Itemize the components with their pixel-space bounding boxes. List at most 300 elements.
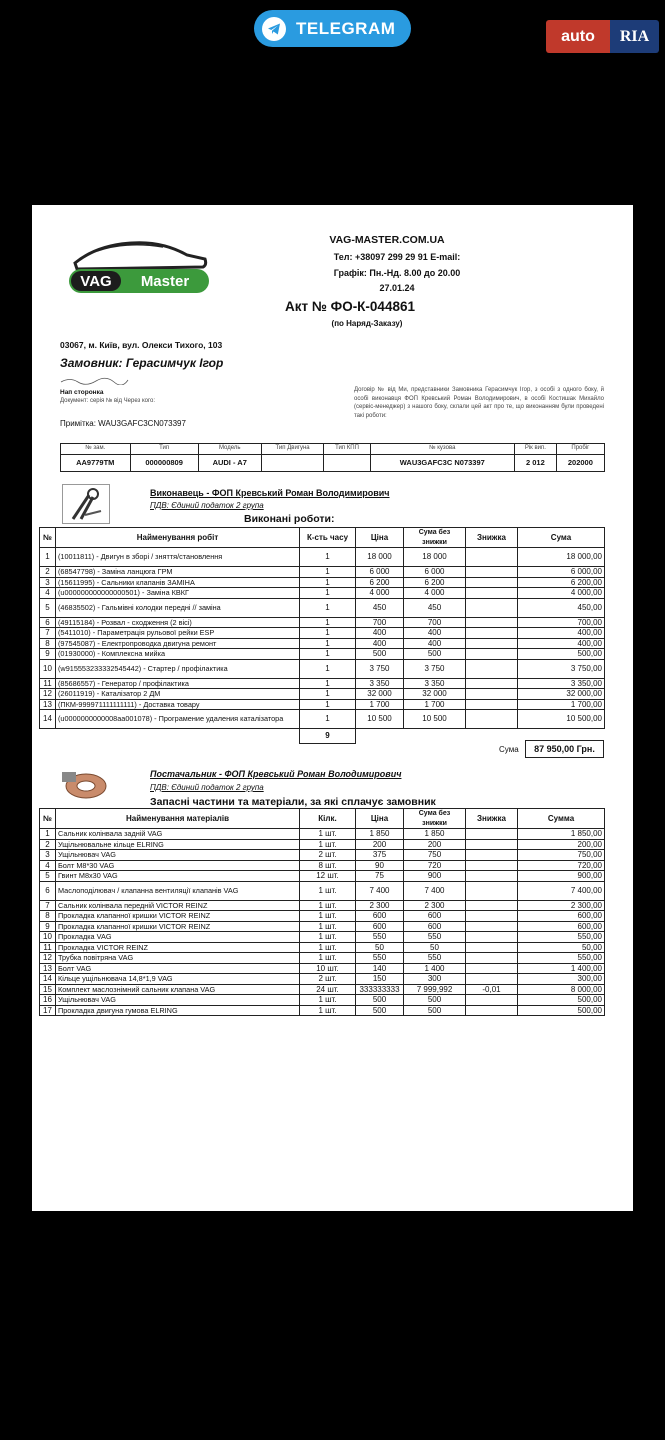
works-cell: 700 bbox=[356, 617, 404, 628]
parts-column-header: Сумма bbox=[518, 809, 605, 829]
parts-cell: 7 999,992 bbox=[404, 984, 466, 995]
parts-cell: 1 шт. bbox=[300, 942, 356, 953]
works-row bbox=[40, 617, 605, 628]
parts-cell: 550 bbox=[356, 932, 404, 943]
works-row bbox=[40, 710, 605, 729]
parts-row bbox=[40, 932, 605, 943]
parts-row bbox=[40, 995, 605, 1006]
works-cell: (46835502) - Гальмівні колодки передні // заміна bbox=[56, 598, 300, 617]
contact-phone: Тел: +38097 299 29 91 E-mail: bbox=[333, 252, 461, 262]
parts-cell: 720 bbox=[404, 860, 466, 871]
parts-row bbox=[40, 911, 605, 922]
parts-cell: 7 400,00 bbox=[518, 881, 605, 900]
parts-cell: 50,00 bbox=[518, 942, 605, 953]
parts-column-header: Найменування матеріалів bbox=[56, 809, 300, 829]
works-cell: 500 bbox=[404, 649, 466, 660]
parts-cell: 1 bbox=[40, 829, 56, 840]
parts-cell: Ущільнювач VAG bbox=[56, 995, 300, 1006]
works-cell: 3 750 bbox=[404, 659, 466, 678]
works-cell: 1 bbox=[300, 710, 356, 729]
works-cell bbox=[466, 699, 518, 710]
vehicle-header-cell: Пробіг bbox=[556, 444, 604, 455]
works-cell: 18 000,00 bbox=[518, 548, 605, 567]
works-total-cell: 9 bbox=[300, 729, 356, 744]
works-cell bbox=[466, 548, 518, 567]
parts-cell bbox=[466, 900, 518, 911]
parts-cell: 1 шт. bbox=[300, 839, 356, 850]
executor-label: Виконавець - ФОП Кревський Роман Володимирович bbox=[150, 488, 390, 498]
parts-cell: 140 bbox=[356, 963, 404, 974]
parts-cell: Гвинт M8x30 VAG bbox=[56, 871, 300, 882]
works-cell: (01930000) - Комплексна мийка bbox=[56, 649, 300, 660]
works-cell: 400 bbox=[404, 628, 466, 639]
parts-cell: 750,00 bbox=[518, 850, 605, 861]
works-cell: 400 bbox=[404, 638, 466, 649]
parts-cell: 14 bbox=[40, 974, 56, 985]
works-cell bbox=[466, 567, 518, 578]
works-cell: 3 bbox=[40, 577, 56, 588]
parts-cell: 300 bbox=[404, 974, 466, 985]
parts-cell: 720,00 bbox=[518, 860, 605, 871]
parts-cell: 10 bbox=[40, 932, 56, 943]
works-cell: 400 bbox=[356, 638, 404, 649]
act-number: Акт № ФО-К-044861 bbox=[285, 299, 415, 314]
works-row bbox=[40, 548, 605, 567]
parts-cell: 7 bbox=[40, 900, 56, 911]
parts-cell: 500,00 bbox=[518, 1005, 605, 1016]
parts-cell bbox=[466, 1005, 518, 1016]
parts-cell: Болт VAG bbox=[56, 963, 300, 974]
vehicle-header-cell: Рік вип. bbox=[514, 444, 556, 455]
customer-signature bbox=[60, 372, 130, 381]
site-url: VAG-MASTER.COM.UA bbox=[329, 234, 445, 246]
supplier-label: Постачальник - ФОП Кревський Роман Володимирович bbox=[150, 769, 402, 779]
parts-cell: 550,00 bbox=[518, 953, 605, 964]
works-cell: 1 bbox=[300, 689, 356, 700]
parts-cell: 600,00 bbox=[518, 921, 605, 932]
parts-cell: 10 шт. bbox=[300, 963, 356, 974]
works-column-header: Сума без знижки bbox=[404, 528, 466, 548]
parts-cell: 500,00 bbox=[518, 995, 605, 1006]
works-cell: 1 700 bbox=[356, 699, 404, 710]
parts-cell: 50 bbox=[356, 942, 404, 953]
parts-cell bbox=[466, 921, 518, 932]
works-cell: 6 200 bbox=[404, 577, 466, 588]
works-row bbox=[40, 567, 605, 578]
parts-cell: 9 bbox=[40, 921, 56, 932]
works-row bbox=[40, 689, 605, 700]
parts-cell bbox=[466, 974, 518, 985]
parts-cell: 600 bbox=[404, 921, 466, 932]
parts-cell: Ущільнювальне кільце ELRING bbox=[56, 839, 300, 850]
works-cell: 450 bbox=[356, 598, 404, 617]
works-column-header: Ціна bbox=[356, 528, 404, 548]
works-row bbox=[40, 588, 605, 599]
works-cell bbox=[466, 678, 518, 689]
works-cell bbox=[466, 588, 518, 599]
works-cell: (85686557) - Генератор / профілактика bbox=[56, 678, 300, 689]
works-column-header: К-сть часу bbox=[300, 528, 356, 548]
parts-cell: 1 шт. bbox=[300, 911, 356, 922]
works-cell: 10 500 bbox=[404, 710, 466, 729]
works-cell: 14 bbox=[40, 710, 56, 729]
works-row bbox=[40, 659, 605, 678]
vehicle-value-cell: 2 012 bbox=[514, 454, 556, 471]
works-cell: 4 000,00 bbox=[518, 588, 605, 599]
works-cell: (5411010) - Параметрація рульової рейки ESP bbox=[56, 628, 300, 639]
parts-row bbox=[40, 984, 605, 995]
parts-cell: -0,01 bbox=[466, 984, 518, 995]
works-cell: 1 bbox=[300, 638, 356, 649]
works-cell: 18 000 bbox=[356, 548, 404, 567]
vat-label-works: ПДВ: Єдиний податок 2 група bbox=[150, 501, 264, 510]
works-cell bbox=[466, 638, 518, 649]
works-cell bbox=[466, 628, 518, 639]
works-cell: 4 000 bbox=[404, 588, 466, 599]
parts-row bbox=[40, 881, 605, 900]
parts-row bbox=[40, 974, 605, 985]
vehicle-header-cell: № зам. bbox=[61, 444, 131, 455]
parts-cell: 12 bbox=[40, 953, 56, 964]
parts-cell: 50 bbox=[404, 942, 466, 953]
parts-cell: 1 400,00 bbox=[518, 963, 605, 974]
works-cell: 5 bbox=[40, 598, 56, 617]
parts-cell: 90 bbox=[356, 860, 404, 871]
parts-cell: 13 bbox=[40, 963, 56, 974]
works-cell: 1 700 bbox=[404, 699, 466, 710]
works-cell: 500,00 bbox=[518, 649, 605, 660]
document-date: 27.01.24 bbox=[379, 283, 415, 293]
vehicle-value-cell: 000000809 bbox=[130, 454, 198, 471]
parts-cell: 600,00 bbox=[518, 911, 605, 922]
vehicle-header-cell: Модель bbox=[198, 444, 261, 455]
works-cell: 700,00 bbox=[518, 617, 605, 628]
parts-row bbox=[40, 850, 605, 861]
works-cell: 1 bbox=[300, 649, 356, 660]
parts-cell: 75 bbox=[356, 871, 404, 882]
works-cell: 6 200,00 bbox=[518, 577, 605, 588]
vehicle-value-cell: 202000 bbox=[556, 454, 604, 471]
works-cell: 3 350,00 bbox=[518, 678, 605, 689]
works-cell: 6 000,00 bbox=[518, 567, 605, 578]
parts-cell: 550 bbox=[404, 932, 466, 943]
parts-cell: 5 bbox=[40, 871, 56, 882]
works-cell: 400,00 bbox=[518, 628, 605, 639]
parts-cell: 8 000,00 bbox=[518, 984, 605, 995]
parts-cell: 7 400 bbox=[356, 881, 404, 900]
works-cell: 450 bbox=[404, 598, 466, 617]
vehicle-header-cell: № кузова bbox=[370, 444, 514, 455]
parts-icon bbox=[56, 766, 112, 806]
document-page bbox=[32, 205, 633, 1211]
parts-cell bbox=[466, 839, 518, 850]
party-label: Нап сторонка bbox=[60, 389, 104, 396]
work-hours: Графік: Пн.-Нд. 8.00 до 20.00 bbox=[333, 268, 461, 278]
parts-column-header: № bbox=[40, 809, 56, 829]
works-total-cell bbox=[404, 729, 466, 744]
parts-cell: 1 шт. bbox=[300, 921, 356, 932]
parts-cell: 550 bbox=[356, 953, 404, 964]
works-cell: 32 000,00 bbox=[518, 689, 605, 700]
works-cell: (15611995) - Сальники клапанів ЗАМІНА bbox=[56, 577, 300, 588]
logo-vag-text: VAG bbox=[80, 273, 112, 290]
service-address: 03067, м. Київ, вул. Олекси Тихого, 103 bbox=[60, 340, 223, 350]
works-cell bbox=[466, 659, 518, 678]
parts-cell bbox=[466, 829, 518, 840]
parts-row bbox=[40, 871, 605, 882]
parts-cell: 1 850,00 bbox=[518, 829, 605, 840]
works-row bbox=[40, 577, 605, 588]
logo-master-text: Master bbox=[140, 273, 190, 290]
parts-cell: 600 bbox=[404, 911, 466, 922]
works-cell: 6 000 bbox=[404, 567, 466, 578]
works-cell: (68547798) - Заміна ланцюга ГРМ bbox=[56, 567, 300, 578]
vehicle-table bbox=[60, 443, 605, 472]
document-line: Документ: серія № від Через кого: bbox=[60, 398, 156, 404]
works-cell: (u000000000000000501) - Заміна КВКГ bbox=[56, 588, 300, 599]
parts-cell: Кільце ущільнювача 14,8*1,9 VAG bbox=[56, 974, 300, 985]
works-row bbox=[40, 649, 605, 660]
sum-total: 87 950,00 Грн. bbox=[525, 740, 604, 758]
telegram-button[interactable] bbox=[254, 10, 411, 47]
works-cell bbox=[466, 710, 518, 729]
parts-column-header: Ціна bbox=[356, 809, 404, 829]
parts-column-header: Сума без знижки bbox=[404, 809, 466, 829]
parts-cell bbox=[466, 963, 518, 974]
vat-label-parts: ПДВ: Єдиний податок 2 група bbox=[150, 783, 264, 792]
works-cell bbox=[466, 617, 518, 628]
parts-cell: 550 bbox=[404, 953, 466, 964]
parts-cell bbox=[466, 881, 518, 900]
works-cell: 18 000 bbox=[404, 548, 466, 567]
parts-cell: 550,00 bbox=[518, 932, 605, 943]
works-table bbox=[39, 527, 605, 744]
parts-cell: 1 400 bbox=[404, 963, 466, 974]
vehicle-header-cell: Тип Двигуна bbox=[261, 444, 324, 455]
vag-master-logo bbox=[67, 233, 212, 295]
works-cell: (97545087) - Електропроводка двигуна ремонт bbox=[56, 638, 300, 649]
vehicle-header-cell: Тип bbox=[130, 444, 198, 455]
parts-cell: 1 шт. bbox=[300, 900, 356, 911]
parts-cell: 24 шт. bbox=[300, 984, 356, 995]
works-cell: 13 bbox=[40, 699, 56, 710]
parts-cell: 17 bbox=[40, 1005, 56, 1016]
parts-cell: 1 850 bbox=[356, 829, 404, 840]
works-cell: 1 bbox=[300, 577, 356, 588]
parts-cell: 1 шт. bbox=[300, 1005, 356, 1016]
parts-cell: 600 bbox=[356, 921, 404, 932]
vehicle-value-cell bbox=[261, 454, 324, 471]
works-cell: 1 bbox=[40, 548, 56, 567]
works-row bbox=[40, 628, 605, 639]
works-header-row bbox=[40, 528, 605, 548]
works-cell: (w915553233332545442) - Стартер / профілактика bbox=[56, 659, 300, 678]
works-cell: 1 bbox=[300, 588, 356, 599]
tools-icon bbox=[62, 484, 110, 524]
parts-cell: 333333333 bbox=[356, 984, 404, 995]
parts-cell: Сальник колінвала задній VAG bbox=[56, 829, 300, 840]
parts-cell: 1 шт. bbox=[300, 953, 356, 964]
parts-cell: 8 bbox=[40, 911, 56, 922]
parts-cell: 6 bbox=[40, 881, 56, 900]
works-total-row bbox=[40, 729, 605, 744]
works-cell: 450,00 bbox=[518, 598, 605, 617]
parts-cell: Болт M8*30 VAG bbox=[56, 860, 300, 871]
works-cell: (u0000000000008aa001078) - Програмение удаления каталізатора bbox=[56, 710, 300, 729]
parts-cell: Трубка повітряна VAG bbox=[56, 953, 300, 964]
parts-cell: 4 bbox=[40, 860, 56, 871]
parts-row bbox=[40, 1005, 605, 1016]
parts-cell: 2 300,00 bbox=[518, 900, 605, 911]
works-cell: 1 bbox=[300, 678, 356, 689]
parts-cell: Ущільнювач VAG bbox=[56, 850, 300, 861]
telegram-icon bbox=[262, 17, 286, 41]
parts-cell bbox=[466, 953, 518, 964]
parts-column-header: Знижка bbox=[466, 809, 518, 829]
parts-cell: 15 bbox=[40, 984, 56, 995]
autoria-logo[interactable] bbox=[546, 20, 659, 53]
works-cell: 1 bbox=[300, 659, 356, 678]
parts-cell: 200 bbox=[356, 839, 404, 850]
parts-row bbox=[40, 942, 605, 953]
parts-cell: 500 bbox=[356, 995, 404, 1006]
parts-header-row bbox=[40, 809, 605, 829]
parts-row bbox=[40, 860, 605, 871]
works-row bbox=[40, 638, 605, 649]
parts-cell: Прокладка клапанної кришки VICTOR REINZ bbox=[56, 921, 300, 932]
works-cell: (26011919) - Каталізатор 2 ДМ bbox=[56, 689, 300, 700]
works-cell bbox=[466, 689, 518, 700]
works-title: Виконані роботи: bbox=[244, 513, 335, 525]
works-cell: 4 000 bbox=[356, 588, 404, 599]
parts-row bbox=[40, 963, 605, 974]
parts-cell: 150 bbox=[356, 974, 404, 985]
works-cell: (ПКМ-999971111111111) - Доставка товару bbox=[56, 699, 300, 710]
vehicle-value-cell: AUDI - A7 bbox=[198, 454, 261, 471]
parts-cell: Маслоподілювач / клапанна вентиляції клапанів VAG bbox=[56, 881, 300, 900]
parts-cell bbox=[466, 932, 518, 943]
parts-cell: 1 шт. bbox=[300, 995, 356, 1006]
works-cell: 8 bbox=[40, 638, 56, 649]
works-cell: 6 200 bbox=[356, 577, 404, 588]
works-cell: 1 bbox=[300, 628, 356, 639]
works-cell: 400,00 bbox=[518, 638, 605, 649]
parts-cell: 16 bbox=[40, 995, 56, 1006]
works-row bbox=[40, 598, 605, 617]
works-cell: 1 bbox=[300, 699, 356, 710]
vehicle-header-cell: Тип КПП bbox=[324, 444, 370, 455]
parts-cell: 200,00 bbox=[518, 839, 605, 850]
parts-row bbox=[40, 900, 605, 911]
works-total-cell bbox=[56, 729, 300, 744]
vehicle-value-cell: WAU3GAFC3C N073397 bbox=[370, 454, 514, 471]
parts-cell: Комплект маслознімний сальник клапана VAG bbox=[56, 984, 300, 995]
works-column-header: № bbox=[40, 528, 56, 548]
vehicle-value-row bbox=[61, 454, 605, 471]
works-cell: 10 bbox=[40, 659, 56, 678]
works-cell: (49115184) - Розвал - сходження (2 вісі) bbox=[56, 617, 300, 628]
parts-cell bbox=[466, 860, 518, 871]
works-cell: 11 bbox=[40, 678, 56, 689]
autoria-auto-text: auto bbox=[546, 20, 610, 53]
works-cell bbox=[466, 598, 518, 617]
autoria-ria-text: RIA bbox=[610, 20, 659, 53]
parts-cell: 500 bbox=[356, 1005, 404, 1016]
parts-cell: 2 bbox=[40, 839, 56, 850]
parts-row bbox=[40, 829, 605, 840]
parts-table bbox=[39, 808, 605, 1016]
parts-cell: 11 bbox=[40, 942, 56, 953]
works-cell: 3 750,00 bbox=[518, 659, 605, 678]
customer-name: Замовник: Герасимчук Ігор bbox=[60, 356, 224, 370]
contract-text: Договір № від Ми, представники Замовника Герасимчук Ігор, з особі з одного боку, й особі виконавця ФОП Кревський Роман Володимирович, в особі Костишак Михайло (сервіс-менеджер) з нашого боку, склали цей акт про те, що виконанням були проведені такі роботи: bbox=[354, 387, 604, 419]
parts-cell: 1 шт. bbox=[300, 829, 356, 840]
parts-row bbox=[40, 953, 605, 964]
parts-cell: 12 шт. bbox=[300, 871, 356, 882]
works-cell: 12 bbox=[40, 689, 56, 700]
parts-cell: 7 400 bbox=[404, 881, 466, 900]
works-cell: 10 500,00 bbox=[518, 710, 605, 729]
parts-cell: 200 bbox=[404, 839, 466, 850]
works-cell: 7 bbox=[40, 628, 56, 639]
works-row bbox=[40, 678, 605, 689]
parts-cell bbox=[466, 850, 518, 861]
parts-row bbox=[40, 921, 605, 932]
works-row bbox=[40, 699, 605, 710]
order-ref: (по Наряд-Заказу) bbox=[331, 319, 403, 328]
works-cell: 3 350 bbox=[356, 678, 404, 689]
parts-cell bbox=[466, 942, 518, 953]
parts-cell: 1 шт. bbox=[300, 881, 356, 900]
works-cell: 1 bbox=[300, 548, 356, 567]
parts-cell bbox=[466, 995, 518, 1006]
parts-cell: 2 шт. bbox=[300, 850, 356, 861]
works-total-cell bbox=[466, 729, 518, 744]
parts-cell bbox=[466, 871, 518, 882]
works-cell: 3 350 bbox=[404, 678, 466, 689]
works-cell: 32 000 bbox=[356, 689, 404, 700]
parts-cell: 500 bbox=[404, 995, 466, 1006]
works-column-header: Сума bbox=[518, 528, 605, 548]
works-cell: 6 bbox=[40, 617, 56, 628]
parts-cell: Прокладка двигуна гумова ELRING bbox=[56, 1005, 300, 1016]
parts-cell: 1 шт. bbox=[300, 932, 356, 943]
works-cell: 1 700,00 bbox=[518, 699, 605, 710]
works-cell bbox=[466, 649, 518, 660]
works-cell: 400 bbox=[356, 628, 404, 639]
works-cell: 1 bbox=[300, 598, 356, 617]
works-cell: 10 500 bbox=[356, 710, 404, 729]
parts-cell: Прокладка клапанної кришки VICTOR REINZ bbox=[56, 911, 300, 922]
parts-cell: 1 850 bbox=[404, 829, 466, 840]
note-vin: Примітка: WAU3GAFC3CN073397 bbox=[60, 419, 186, 428]
parts-cell: Прокладка VICTOR REINZ bbox=[56, 942, 300, 953]
works-cell: 2 bbox=[40, 567, 56, 578]
vehicle-value-cell: AA9779TM bbox=[61, 454, 131, 471]
works-cell: 500 bbox=[356, 649, 404, 660]
works-column-header: Найменування робіт bbox=[56, 528, 300, 548]
parts-cell bbox=[466, 911, 518, 922]
parts-cell: 900 bbox=[404, 871, 466, 882]
parts-row bbox=[40, 839, 605, 850]
works-cell bbox=[466, 577, 518, 588]
works-cell: 1 bbox=[300, 617, 356, 628]
parts-cell: 900,00 bbox=[518, 871, 605, 882]
vehicle-header-row bbox=[61, 444, 605, 455]
works-cell: 32 000 bbox=[404, 689, 466, 700]
works-cell: 3 750 bbox=[356, 659, 404, 678]
parts-column-header: Кілк. bbox=[300, 809, 356, 829]
